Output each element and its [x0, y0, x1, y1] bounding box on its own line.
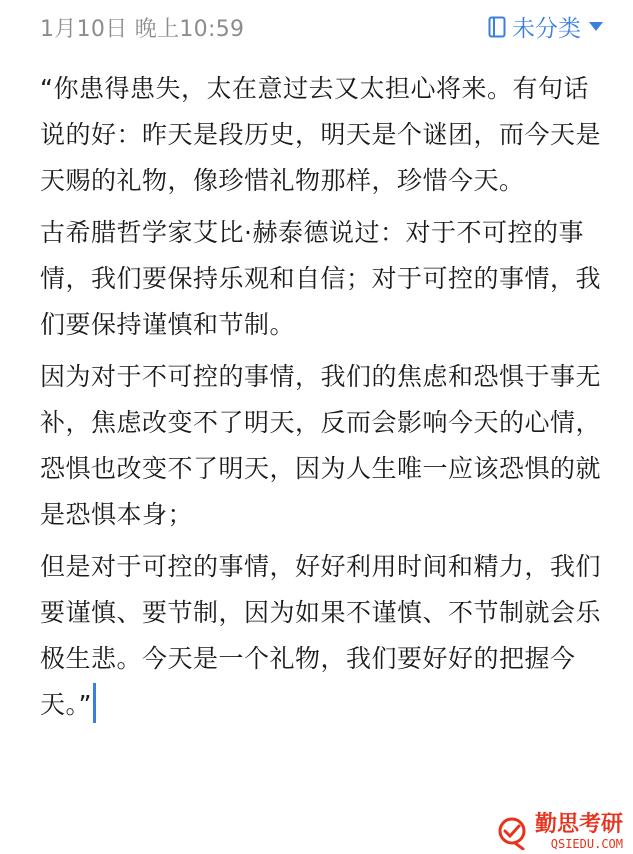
category-dropdown[interactable] — [488, 10, 603, 43]
note-paragraph-last — [40, 544, 610, 728]
note-timestamp: 1月10日 晚上10:59 — [40, 17, 245, 42]
note-paragraph: 因为对于不可控的事情，我们的焦虑和恐惧于事无补，焦虑改变不了明天，反而会影响今天的心情，恐惧也改变不了明天，因为人生唯一应该恐惧的就是恐惧本身； — [40, 362, 602, 529]
watermark-url: QSIEDU.COM — [550, 837, 623, 851]
note-paragraph-text: 但是对于可控的事情，好好利用时间和精力，我们要谨慎、要节制，因为如果不谨慎、不节制就会乐极生悲。今天是一个礼物，我们要好好的把握今天。” — [40, 552, 602, 719]
watermark-name: 勤思考研 — [534, 812, 623, 837]
watermark — [495, 814, 623, 850]
note-paragraph: “你患得患失，太在意过去又太担心将来。有句话说的好：昨天是段历史，明天是个谜团，而今天是天赐的礼物，像珍惜礼物那样，珍惜今天。 — [40, 74, 602, 195]
note-icon — [488, 16, 506, 38]
note-editor[interactable] — [40, 66, 610, 734]
category-label: 未分类 — [512, 16, 581, 42]
text-cursor — [93, 683, 96, 723]
note-header — [0, 0, 633, 52]
note-paragraph: 古希腊哲学家艾比·赫泰德说过：对于不可控的事情，我们要保持乐观和自信；对于可控的事情，我们要保持谨慎和节制。 — [40, 218, 602, 339]
caret-down-icon — [589, 22, 603, 31]
watermark-logo-icon — [495, 816, 529, 850]
